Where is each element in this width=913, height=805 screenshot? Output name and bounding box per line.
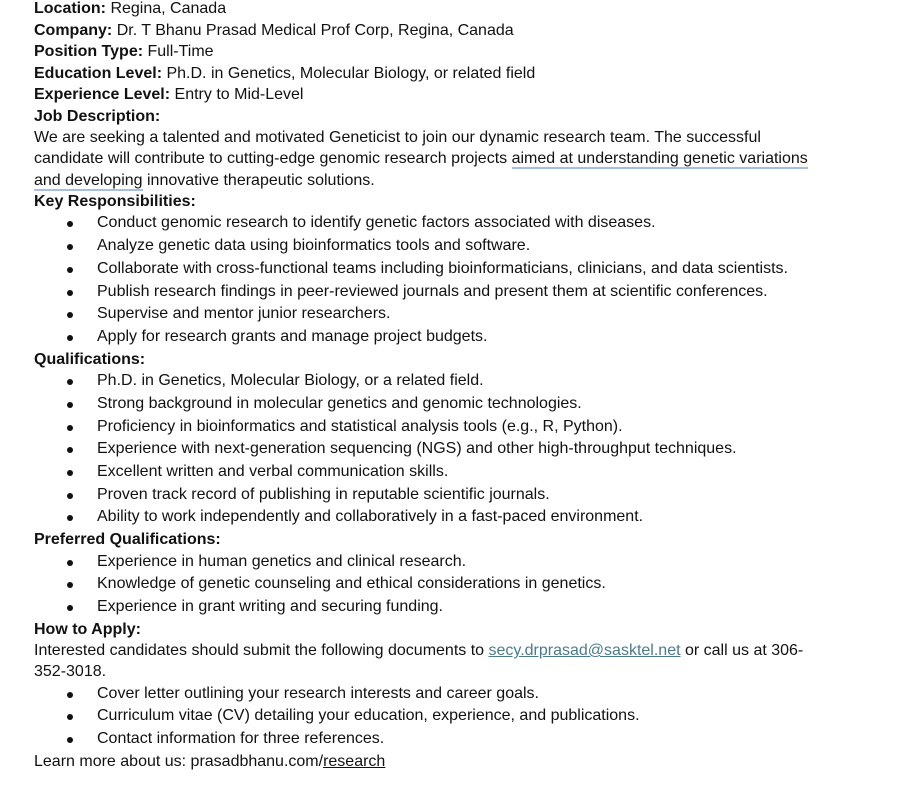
company-value: Dr. T Bhanu Prasad Medical Prof Corp, Regina, Canada bbox=[116, 21, 514, 39]
bullet-icon bbox=[67, 244, 73, 250]
list-item: Supervise and mentor junior researchers. bbox=[34, 303, 874, 326]
grammar-suggestion-underline[interactable]: aimed at understanding genetic variations and developing bbox=[34, 150, 808, 189]
bullet-icon bbox=[67, 335, 73, 341]
location-value: Regina, Canada bbox=[110, 0, 227, 17]
education-level-line bbox=[34, 63, 874, 85]
location-label: Location: bbox=[34, 0, 106, 17]
experience-level-line bbox=[34, 84, 874, 106]
list-item: Proven track record of publishing in reputable scientific journals. bbox=[34, 484, 874, 507]
qualifications-heading: Qualifications: bbox=[34, 350, 146, 368]
how-to-apply-text: Interested candidates should submit the following documents to secy.drprasad@sasktel.net or call us at 306-352-3018. bbox=[34, 642, 804, 681]
list-item: Proficiency in bioinformatics and statistical analysis tools (e.g., R, Python). bbox=[34, 416, 874, 439]
bullet-icon bbox=[67, 714, 73, 720]
preferred-qualifications-list bbox=[34, 551, 874, 619]
qualifications-list bbox=[34, 370, 874, 529]
list-item: Experience in human genetics and clinical research. bbox=[34, 551, 874, 574]
job-description-heading: Job Description: bbox=[34, 107, 161, 125]
bullet-icon bbox=[67, 221, 73, 227]
bullet-icon bbox=[67, 582, 73, 588]
position-type-value: Full-Time bbox=[147, 43, 214, 60]
list-item: Collaborate with cross-functional teams including bioinformaticians, clinicians, and data scientists. bbox=[34, 258, 874, 281]
bullet-icon bbox=[67, 605, 73, 611]
bullet-icon bbox=[67, 312, 73, 318]
education-level-value: Ph.D. in Genetics, Molecular Biology, or related field bbox=[166, 64, 536, 82]
bullet-icon bbox=[67, 493, 73, 499]
education-level-label: Education Level: bbox=[34, 64, 163, 82]
how-to-apply-heading: How to Apply: bbox=[34, 620, 141, 638]
list-item: Contact information for three references. bbox=[34, 728, 874, 751]
list-item: Experience in grant writing and securing funding. bbox=[34, 596, 874, 619]
location-line bbox=[34, 0, 874, 20]
bullet-icon bbox=[67, 737, 73, 743]
list-item: Ability to work independently and collaboratively in a fast-paced environment. bbox=[34, 506, 874, 529]
bullet-icon bbox=[67, 470, 73, 476]
application-documents-list bbox=[34, 683, 874, 751]
list-item: Apply for research grants and manage project budgets. bbox=[34, 326, 874, 349]
list-item: Analyze genetic data using bioinformatics tools and software. bbox=[34, 235, 874, 258]
research-link[interactable]: research bbox=[323, 752, 386, 770]
bullet-icon bbox=[67, 425, 73, 431]
list-item: Cover letter outlining your research interests and career goals. bbox=[34, 683, 874, 706]
experience-level-label: Experience Level: bbox=[34, 86, 171, 103]
bullet-icon bbox=[67, 402, 73, 408]
list-item: Publish research findings in peer-reviewed journals and present them at scientific conferences. bbox=[34, 281, 874, 304]
bullet-icon bbox=[67, 692, 73, 698]
responsibilities-list bbox=[34, 212, 874, 348]
list-item: Knowledge of genetic counseling and ethical considerations in genetics. bbox=[34, 573, 874, 596]
position-type-label: Position Type: bbox=[34, 43, 144, 60]
job-description-text[interactable]: We are seeking a talented and motivated Geneticist to join our dynamic research team. The successful candidate will contribute to cutting-edge genomic research projects aimed at understanding genetic variations and developing innovative therapeutic solutions. bbox=[34, 129, 808, 189]
position-type-line bbox=[34, 41, 874, 63]
bullet-icon bbox=[67, 290, 73, 296]
experience-level-value: Entry to Mid-Level bbox=[174, 86, 304, 103]
bullet-icon bbox=[67, 515, 73, 521]
email-link[interactable]: secy.drprasad@sasktel.net bbox=[488, 642, 681, 660]
job-posting bbox=[34, 0, 874, 772]
list-item: Strong background in molecular genetics and genomic technologies. bbox=[34, 393, 874, 416]
preferred-qualifications-heading: Preferred Qualifications: bbox=[34, 531, 221, 549]
list-item: Curriculum vitae (CV) detailing your education, experience, and publications. bbox=[34, 705, 874, 728]
company-line bbox=[34, 20, 874, 42]
bullet-icon bbox=[67, 447, 73, 453]
list-item: Conduct genomic research to identify genetic factors associated with diseases. bbox=[34, 212, 874, 235]
bullet-icon bbox=[67, 267, 73, 273]
company-label: Company: bbox=[34, 21, 113, 39]
list-item: Ph.D. in Genetics, Molecular Biology, or a related field. bbox=[34, 370, 874, 393]
responsibilities-heading: Key Responsibilities: bbox=[34, 192, 196, 210]
list-item: Excellent written and verbal communication skills. bbox=[34, 461, 874, 484]
bullet-icon bbox=[67, 560, 73, 566]
learn-more-line: Learn more about us: prasadbhanu.com/research bbox=[34, 752, 386, 770]
bullet-icon bbox=[67, 379, 73, 385]
list-item: Experience with next-generation sequencing (NGS) and other high-throughput techniques. bbox=[34, 438, 874, 461]
